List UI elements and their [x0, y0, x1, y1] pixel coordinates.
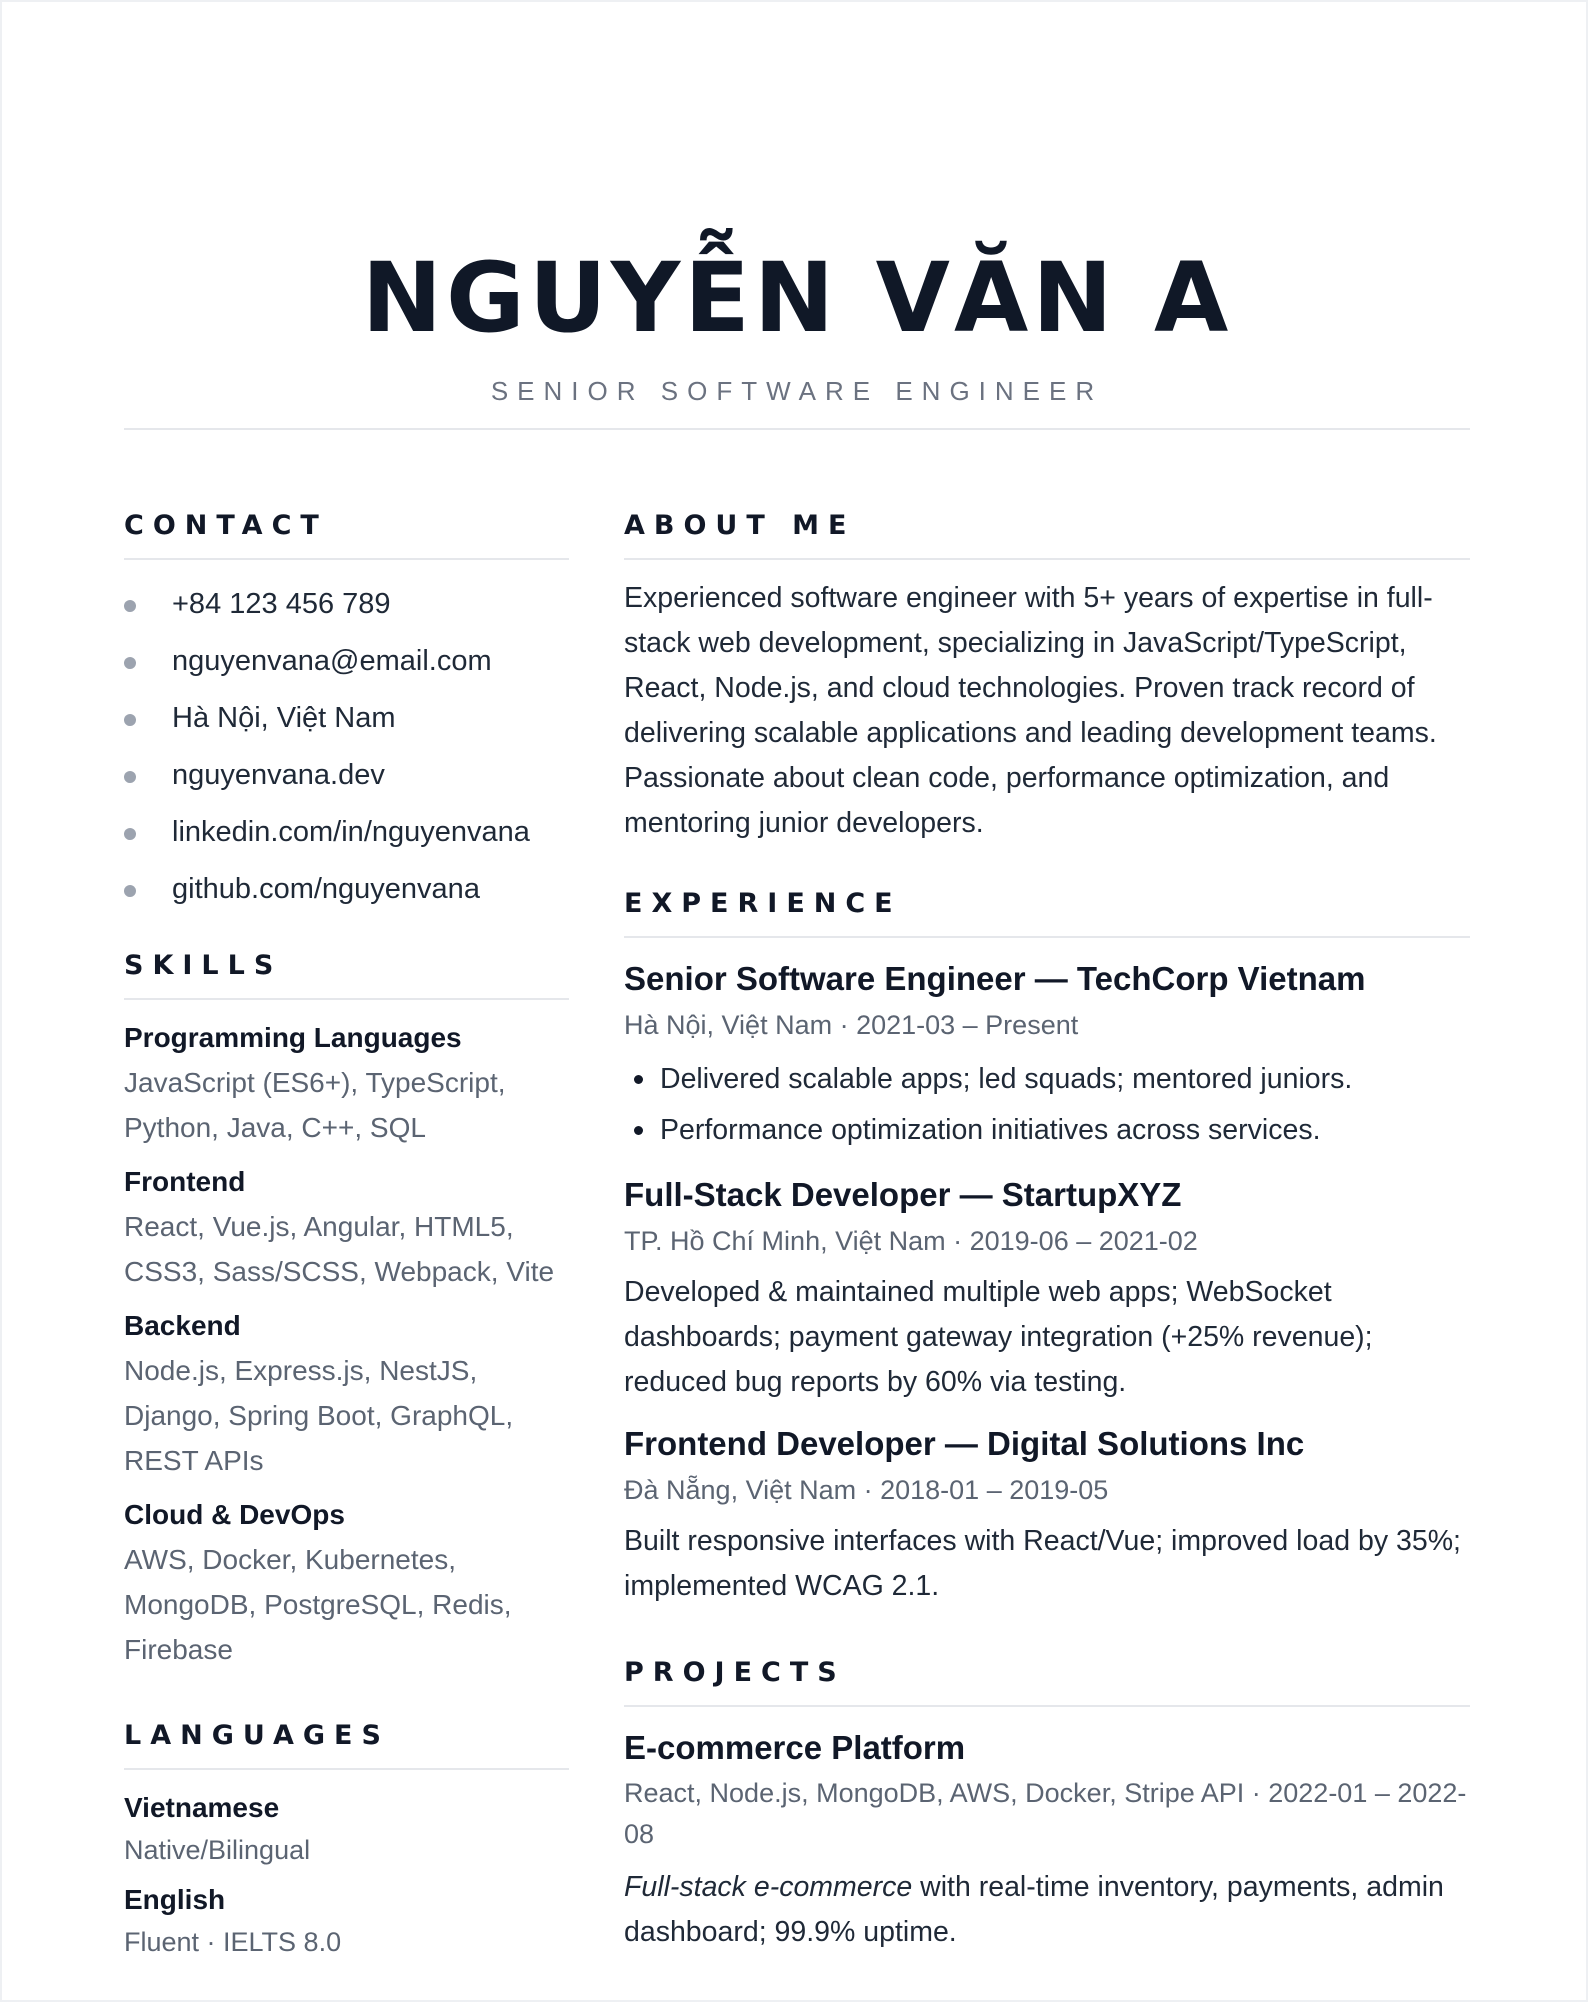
bullet-dot-icon — [124, 828, 136, 840]
language-level: Fluent · IELTS 8.0 — [124, 1927, 342, 1957]
language-level: Native/Bilingual — [124, 1835, 311, 1865]
about-text: Experienced software engineer with 5+ years of expertise in full-stack web development, specializing in JavaScript/TypeScript, React, Node.js, and cloud technologies. Proven track record of delivering scalable applications and leading development teams. Passionate about clean code, performance optimization, and mentoring junior developers. — [624, 582, 1437, 839]
skill-group-title: Cloud & DevOps — [124, 1499, 345, 1530]
about-heading: ABOUT ME — [624, 502, 1470, 560]
job-meta: Đà Nẵng, Việt Nam · 2018-01 – 2019-05 — [624, 1475, 1109, 1505]
candidate-name: NGUYỄN VĂN A — [361, 242, 1233, 354]
left-column — [124, 502, 569, 1970]
bullet-dot-icon — [124, 771, 136, 783]
candidate-role: SENIOR SOFTWARE ENGINEER — [490, 376, 1104, 406]
contact-phone — [124, 576, 569, 633]
job-meta: TP. Hồ Chí Minh, Việt Nam · 2019-06 – 2021-02 — [624, 1226, 1198, 1256]
language-name: Vietnamese — [124, 1792, 280, 1823]
job-bullet-text: Performance optimization initiatives across services. — [660, 1114, 1321, 1146]
project-description-italic: Full-stack e-commerce — [624, 1871, 913, 1903]
skill-group-title: Frontend — [124, 1166, 246, 1197]
contact-website-text[interactable]: nguyenvana.dev — [172, 759, 385, 791]
contact-heading: CONTACT — [124, 502, 569, 560]
skill-group — [124, 1160, 569, 1294]
bullet-dot-icon — [124, 600, 136, 612]
contact-website[interactable] — [124, 747, 569, 804]
job-meta: Hà Nội, Việt Nam · 2021-03 – Present — [624, 1010, 1079, 1040]
skill-group-text: React, Vue.js, Angular, HTML5, CSS3, Sass/SCSS, Webpack, Vite — [124, 1211, 555, 1287]
language-item — [124, 1878, 569, 1962]
job-entry — [624, 954, 1470, 1156]
contact-email-text[interactable]: nguyenvana@email.com — [172, 645, 492, 677]
contact-linkedin[interactable] — [124, 804, 569, 861]
resume-header — [124, 242, 1470, 430]
job-bullet — [624, 1054, 1470, 1105]
contact-linkedin-text[interactable]: linkedin.com/in/nguyenvana — [172, 816, 530, 848]
bullet-dot-icon — [124, 657, 136, 669]
contact-github[interactable] — [124, 861, 569, 918]
right-column — [624, 502, 1470, 1955]
skill-group-text: JavaScript (ES6+), TypeScript, Python, Java, C++, SQL — [124, 1067, 506, 1143]
contact-list — [124, 576, 569, 918]
project-meta: React, Node.js, MongoDB, AWS, Docker, Stripe API · 2022-01 – 2022-08 — [624, 1778, 1467, 1849]
skill-group — [124, 1493, 569, 1672]
bullet-dot-icon — [634, 1126, 643, 1135]
skill-group — [124, 1304, 569, 1483]
skill-group-text: Node.js, Express.js, NestJS, Django, Spring Boot, GraphQL, REST APIs — [124, 1355, 514, 1476]
project-entry — [624, 1723, 1470, 1955]
bullet-dot-icon — [124, 885, 136, 897]
contact-location-text: Hà Nội, Việt Nam — [172, 702, 396, 734]
bullet-dot-icon — [634, 1075, 643, 1084]
skill-group-title: Backend — [124, 1310, 241, 1341]
project-description — [624, 1865, 1470, 1955]
skill-group-text: AWS, Docker, Kubernetes, MongoDB, PostgreSQL, Redis, Firebase — [124, 1544, 512, 1665]
contact-phone-text: +84 123 456 789 — [172, 588, 391, 620]
project-description-rest: with real-time inventory, payments, admin dashboard; 99.9% uptime. — [624, 1871, 1444, 1948]
bullet-dot-icon — [124, 714, 136, 726]
language-name: English — [124, 1884, 226, 1915]
projects-heading: PROJECTS — [624, 1649, 1470, 1707]
job-title: Frontend Developer — Digital Solutions Inc — [624, 1425, 1305, 1462]
job-title: Senior Software Engineer — TechCorp Vietnam — [624, 960, 1366, 997]
job-entry — [624, 1419, 1470, 1609]
job-description: Built responsive interfaces with React/Vue; improved load by 35%; implemented WCAG 2.1. — [624, 1525, 1461, 1602]
languages-heading: LANGUAGES — [124, 1712, 569, 1770]
contact-github-text[interactable]: github.com/nguyenvana — [172, 873, 480, 905]
language-item — [124, 1786, 569, 1870]
job-bullet — [624, 1105, 1470, 1156]
project-title: E-commerce Platform — [624, 1729, 966, 1766]
job-description: Developed & maintained multiple web apps; WebSocket dashboards; payment gateway integration (+25% revenue); reduced bug reports by 60% via testing. — [624, 1276, 1373, 1398]
skill-group-title: Programming Languages — [124, 1022, 462, 1053]
job-bullets — [624, 1054, 1470, 1156]
job-title: Full-Stack Developer — StartupXYZ — [624, 1176, 1182, 1213]
job-bullet-text: Delivered scalable apps; led squads; mentored juniors. — [660, 1063, 1353, 1095]
contact-email[interactable] — [124, 633, 569, 690]
skill-group — [124, 1016, 569, 1150]
job-entry — [624, 1170, 1470, 1405]
contact-location — [124, 690, 569, 747]
projects-section — [624, 1649, 1470, 1955]
experience-heading: EXPERIENCE — [624, 880, 1470, 938]
skills-heading: SKILLS — [124, 942, 569, 1000]
